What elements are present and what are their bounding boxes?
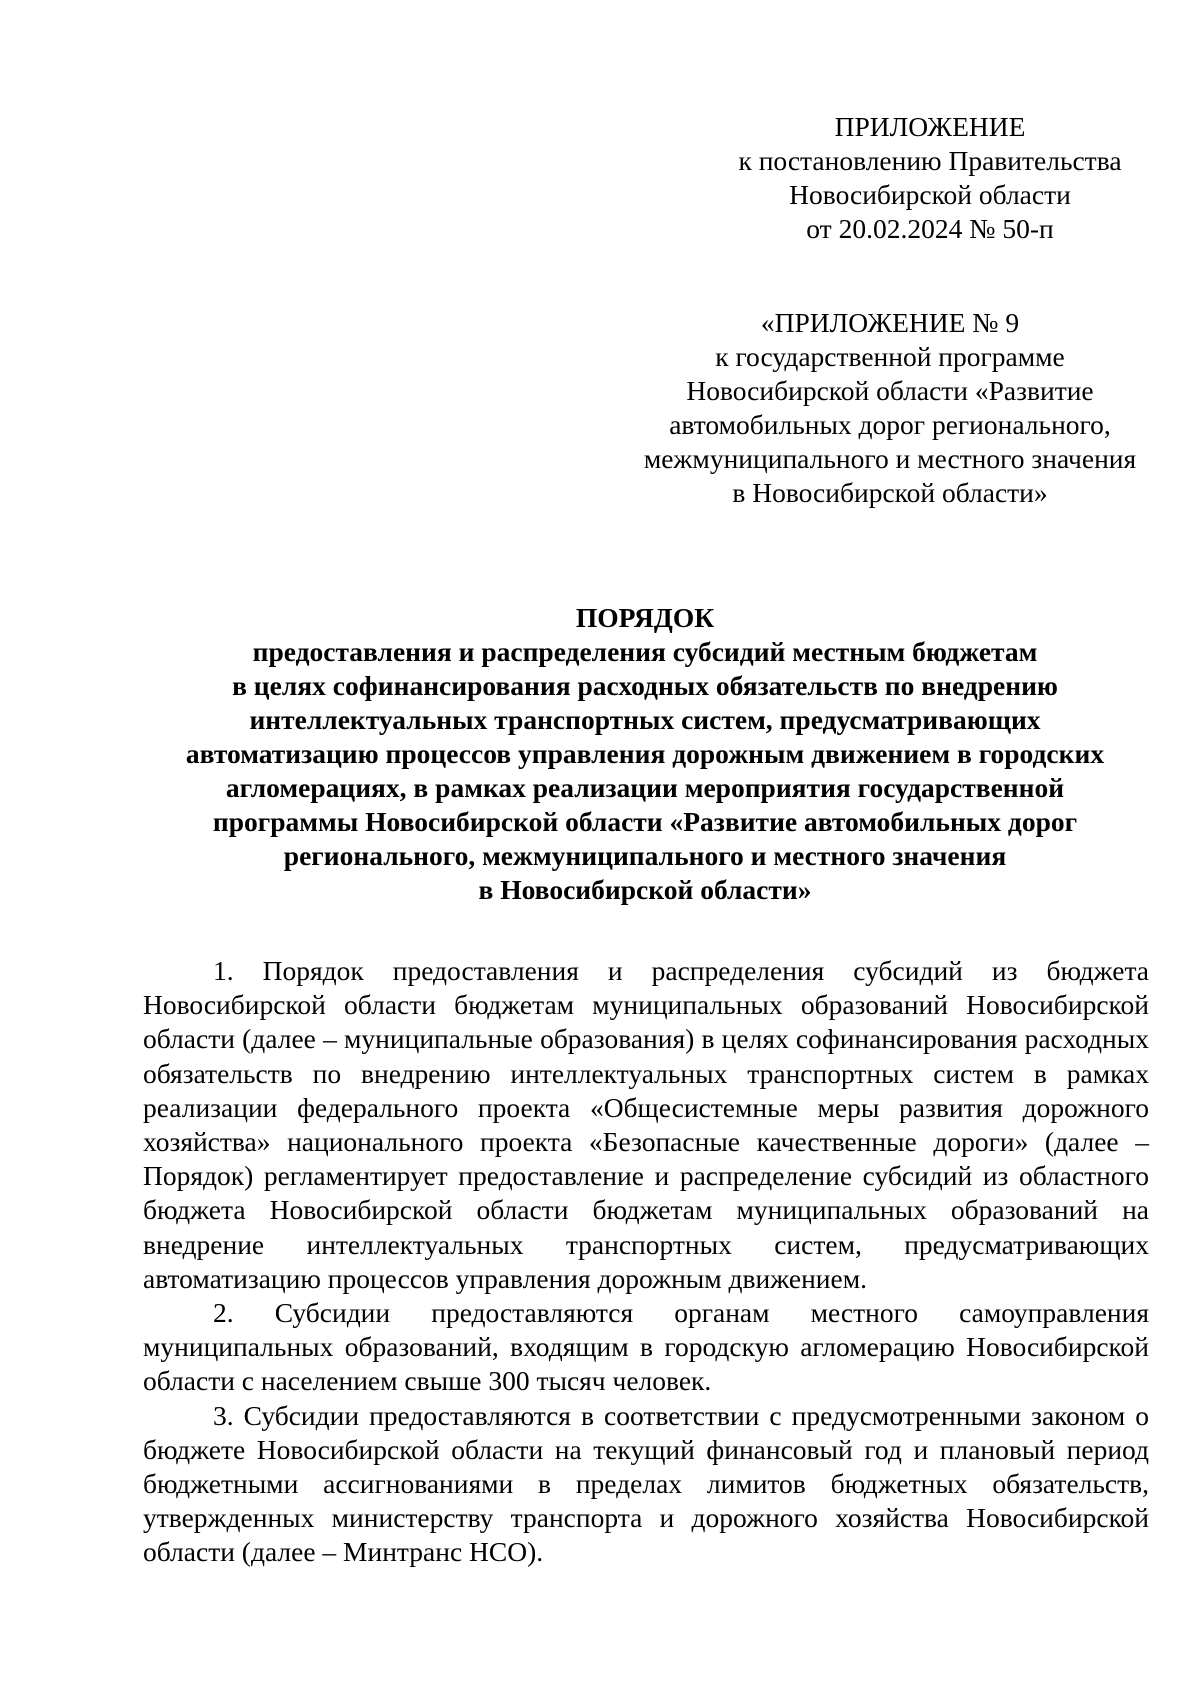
program-appendix-line: в Новосибирской области» [732,477,1048,508]
document-subtitle-line: программы Новосибирской области «Развитие автомобильных дорог [212,806,1078,837]
appendix-title: ПРИЛОЖЕНИЕ [834,111,1026,142]
document-subtitle-line: агломерациях, в рамках реализации мероприятия государственной [225,772,1065,803]
paragraph-3: 3. Субсидии предоставляются в соответствии с предусмотренными законом о бюджете Новосибирской области на текущий финансовый год и плановый период бюджетными ассигнованиями в пределах лимитов бюджетных обязательств, утвержденных министерству транспорта и дорожного хозяйства Новосибирской области (далее – Минтранс НСО). [143,1399,1149,1568]
appendix-line-date-number: от 20.02.2024 № 50-п [806,213,1054,244]
program-appendix-header [620,306,1160,510]
document-subtitle-line: регионального, межмуниципального и местного значения [283,840,1007,871]
paragraph-1: 1. Порядок предоставления и распределения субсидий из бюджета Новосибирской области бюджетам муниципальных образований Новосибирской области (далее – муниципальные образования) в целях софинансирования расходных обязательств по внедрению интеллектуальных транспортных систем в рамках реализации федерального проекта «Общесистемные меры развития дорожного хозяйства» национального проекта «Безопасные качественные дороги» (далее – Порядок) регламентирует предоставление и распределение субсидий из областного бюджета Новосибирской области бюджетам муниципальных образований на внедрение интеллектуальных транспортных систем, предусматривающих автоматизацию процессов управления дорожным движением. [143,955,1149,1294]
document-subtitle-line: в целях софинансирования расходных обязательств по внедрению [232,670,1058,701]
appendix-line-resolution: к постановлению Правительства [738,145,1122,176]
appendix-line-region: Новосибирской области [789,179,1071,210]
program-appendix-line: межмуниципального и местного значения [643,443,1137,474]
document-heading: ПОРЯДОК [575,602,715,633]
program-appendix-line: Новосибирской области «Развитие [686,375,1094,406]
document-subtitle-line: в Новосибирской области» [478,874,812,905]
program-appendix-title: «ПРИЛОЖЕНИЕ № 9 [760,307,1020,338]
paragraph-2: 2. Субсидии предоставляются органам местного самоуправления муниципальных образований, входящим в городскую агломерацию Новосибирской области с населением свыше 300 тысяч человек. [143,1297,1149,1397]
appendix-header [700,110,1160,246]
document-subtitle-line: предоставления и распределения субсидий местным бюджетам [252,636,1038,667]
document-subtitle-line: автоматизацию процессов управления дорожным движением в городских [185,738,1105,769]
document-body [143,954,1149,1570]
document-subtitle-line: интеллектуальных транспортных систем, предусматривающих [249,704,1041,735]
document-title-block [140,601,1150,907]
program-appendix-line: автомобильных дорог регионального, [669,409,1111,440]
program-appendix-line: к государственной программе [715,341,1065,372]
